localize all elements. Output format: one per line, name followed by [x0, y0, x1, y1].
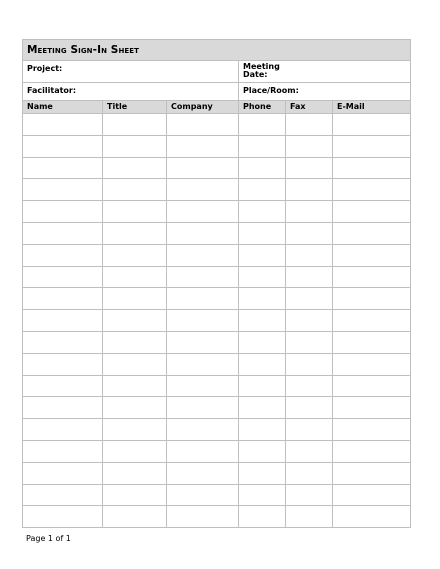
meeting-date-label-line1: Meeting	[243, 62, 280, 71]
column-header-fax: Fax	[286, 101, 333, 114]
cell-e-mail[interactable]	[333, 375, 411, 397]
cell-company[interactable]	[167, 397, 239, 419]
table-row	[23, 114, 411, 136]
table-row	[23, 484, 411, 506]
cell-e-mail[interactable]	[333, 419, 411, 441]
cell-e-mail[interactable]	[333, 114, 411, 136]
cell-fax[interactable]	[286, 484, 333, 506]
cell-title[interactable]	[103, 201, 167, 223]
column-header-company: Company	[167, 101, 239, 114]
cell-company[interactable]	[167, 440, 239, 462]
cell-company[interactable]	[167, 114, 239, 136]
table-row	[23, 288, 411, 310]
cell-title[interactable]	[103, 375, 167, 397]
cell-title[interactable]	[103, 331, 167, 353]
cell-name[interactable]	[23, 222, 103, 244]
cell-fax[interactable]	[286, 353, 333, 375]
cell-phone[interactable]	[239, 462, 286, 484]
cell-company[interactable]	[167, 419, 239, 441]
cell-e-mail[interactable]	[333, 135, 411, 157]
table-row	[23, 135, 411, 157]
cell-phone[interactable]	[239, 419, 286, 441]
cell-name[interactable]	[23, 419, 103, 441]
cell-company[interactable]	[167, 201, 239, 223]
cell-title[interactable]	[103, 157, 167, 179]
cell-title[interactable]	[103, 288, 167, 310]
cell-name[interactable]	[23, 135, 103, 157]
cell-e-mail[interactable]	[333, 397, 411, 419]
cell-name[interactable]	[23, 462, 103, 484]
cell-e-mail[interactable]	[333, 179, 411, 201]
cell-fax[interactable]	[286, 419, 333, 441]
cell-title[interactable]	[103, 484, 167, 506]
cell-title[interactable]	[103, 440, 167, 462]
cell-phone[interactable]	[239, 506, 286, 528]
cell-fax[interactable]	[286, 244, 333, 266]
cell-phone[interactable]	[239, 484, 286, 506]
cell-company[interactable]	[167, 506, 239, 528]
cell-title[interactable]	[103, 462, 167, 484]
cell-company[interactable]	[167, 179, 239, 201]
cell-fax[interactable]	[286, 375, 333, 397]
cell-fax[interactable]	[286, 135, 333, 157]
cell-e-mail[interactable]	[333, 222, 411, 244]
cell-e-mail[interactable]	[333, 201, 411, 223]
column-header-title: Title	[103, 101, 167, 114]
cell-fax[interactable]	[286, 266, 333, 288]
column-header-name: Name	[23, 101, 103, 114]
cell-company[interactable]	[167, 288, 239, 310]
cell-e-mail[interactable]	[333, 484, 411, 506]
document-title: Meeting Sign-In Sheet	[23, 40, 411, 61]
cell-title[interactable]	[103, 179, 167, 201]
meeting-date-field[interactable]	[239, 61, 411, 83]
cell-name[interactable]	[23, 179, 103, 201]
cell-fax[interactable]	[286, 288, 333, 310]
cell-name[interactable]	[23, 506, 103, 528]
table-row	[23, 419, 411, 441]
cell-fax[interactable]	[286, 222, 333, 244]
table-row	[23, 179, 411, 201]
cell-fax[interactable]	[286, 397, 333, 419]
cell-fax[interactable]	[286, 331, 333, 353]
cell-fax[interactable]	[286, 201, 333, 223]
cell-title[interactable]	[103, 353, 167, 375]
cell-name[interactable]	[23, 484, 103, 506]
cell-e-mail[interactable]	[333, 506, 411, 528]
cell-name[interactable]	[23, 375, 103, 397]
cell-fax[interactable]	[286, 462, 333, 484]
cell-phone[interactable]	[239, 201, 286, 223]
cell-phone[interactable]	[239, 135, 286, 157]
cell-e-mail[interactable]	[333, 462, 411, 484]
cell-company[interactable]	[167, 157, 239, 179]
cell-company[interactable]	[167, 331, 239, 353]
cell-phone[interactable]	[239, 310, 286, 332]
cell-name[interactable]	[23, 288, 103, 310]
cell-fax[interactable]	[286, 506, 333, 528]
cell-company[interactable]	[167, 353, 239, 375]
cell-e-mail[interactable]	[333, 288, 411, 310]
cell-name[interactable]	[23, 440, 103, 462]
cell-e-mail[interactable]	[333, 310, 411, 332]
cell-phone[interactable]	[239, 288, 286, 310]
cell-name[interactable]	[23, 266, 103, 288]
cell-phone[interactable]	[239, 222, 286, 244]
cell-fax[interactable]	[286, 440, 333, 462]
cell-name[interactable]	[23, 331, 103, 353]
table-row	[23, 222, 411, 244]
cell-fax[interactable]	[286, 179, 333, 201]
table-row	[23, 462, 411, 484]
table-row	[23, 266, 411, 288]
cell-e-mail[interactable]	[333, 353, 411, 375]
cell-company[interactable]	[167, 266, 239, 288]
meeting-info-table	[22, 39, 411, 105]
table-row	[23, 397, 411, 419]
cell-name[interactable]	[23, 201, 103, 223]
table-row	[23, 440, 411, 462]
cell-phone[interactable]	[239, 375, 286, 397]
cell-title[interactable]	[103, 397, 167, 419]
cell-title[interactable]	[103, 310, 167, 332]
meeting-date-label-line2: Date:	[243, 70, 268, 79]
cell-e-mail[interactable]	[333, 266, 411, 288]
cell-e-mail[interactable]	[333, 440, 411, 462]
cell-title[interactable]	[103, 244, 167, 266]
cell-company[interactable]	[167, 484, 239, 506]
cell-phone[interactable]	[239, 353, 286, 375]
cell-title[interactable]	[103, 419, 167, 441]
cell-title[interactable]	[103, 222, 167, 244]
signin-table-body	[23, 114, 411, 528]
cell-title[interactable]	[103, 506, 167, 528]
project-label: Project:	[27, 64, 63, 73]
signin-header-row	[23, 101, 411, 114]
cell-fax[interactable]	[286, 310, 333, 332]
table-row	[23, 201, 411, 223]
cell-phone[interactable]	[239, 397, 286, 419]
cell-company[interactable]	[167, 222, 239, 244]
signin-table	[22, 100, 411, 528]
cell-company[interactable]	[167, 135, 239, 157]
cell-name[interactable]	[23, 114, 103, 136]
cell-e-mail[interactable]	[333, 331, 411, 353]
table-row	[23, 353, 411, 375]
cell-e-mail[interactable]	[333, 157, 411, 179]
cell-name[interactable]	[23, 157, 103, 179]
cell-name[interactable]	[23, 244, 103, 266]
cell-company[interactable]	[167, 310, 239, 332]
cell-company[interactable]	[167, 462, 239, 484]
cell-fax[interactable]	[286, 157, 333, 179]
table-row	[23, 310, 411, 332]
cell-phone[interactable]	[239, 440, 286, 462]
facilitator-label: Facilitator:	[27, 86, 77, 95]
cell-company[interactable]	[167, 244, 239, 266]
cell-phone[interactable]	[239, 266, 286, 288]
cell-phone[interactable]	[239, 331, 286, 353]
table-row	[23, 244, 411, 266]
cell-e-mail[interactable]	[333, 244, 411, 266]
column-header-email: E-Mail	[333, 101, 411, 114]
table-row	[23, 331, 411, 353]
cell-name[interactable]	[23, 353, 103, 375]
cell-title[interactable]	[103, 114, 167, 136]
cell-name[interactable]	[23, 310, 103, 332]
cell-fax[interactable]	[286, 114, 333, 136]
column-header-phone: Phone	[239, 101, 286, 114]
cell-name[interactable]	[23, 397, 103, 419]
table-row	[23, 375, 411, 397]
cell-company[interactable]	[167, 375, 239, 397]
project-field[interactable]	[23, 61, 239, 83]
page-number: Page 1 of 1	[26, 534, 71, 543]
cell-title[interactable]	[103, 135, 167, 157]
cell-phone[interactable]	[239, 179, 286, 201]
cell-phone[interactable]	[239, 157, 286, 179]
cell-phone[interactable]	[239, 244, 286, 266]
table-row	[23, 157, 411, 179]
cell-title[interactable]	[103, 266, 167, 288]
cell-phone[interactable]	[239, 114, 286, 136]
table-row	[23, 506, 411, 528]
place-room-label: Place/Room:	[243, 86, 299, 95]
